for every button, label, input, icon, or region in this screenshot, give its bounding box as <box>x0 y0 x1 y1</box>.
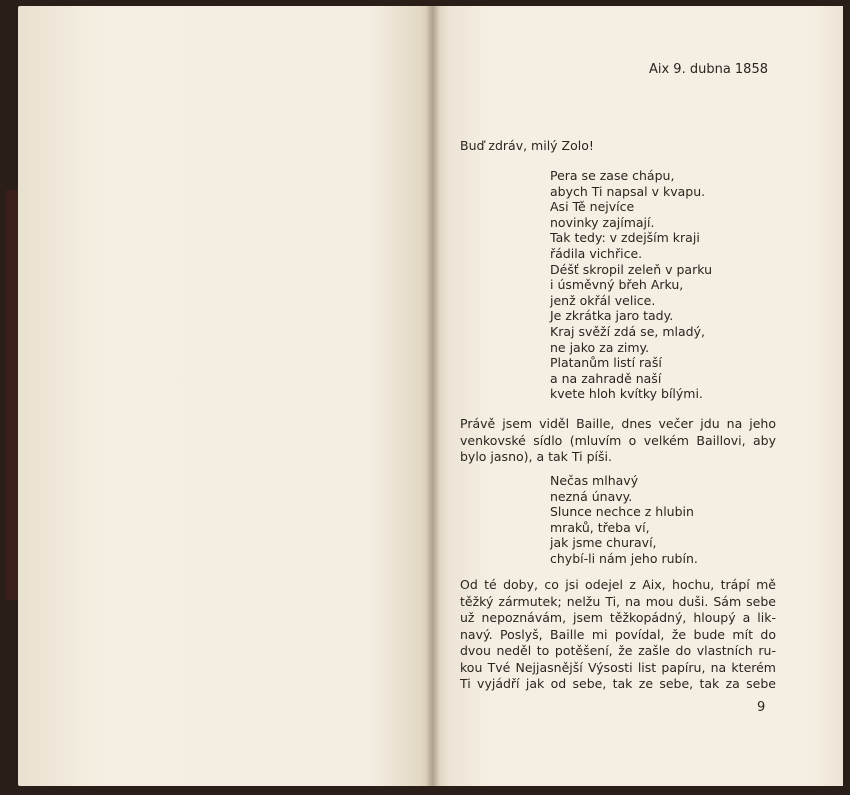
verse-stanza-1 <box>550 168 712 402</box>
paragraph-line: Právě jsem viděl Baille, dnes večer jdu na jeho <box>460 416 776 431</box>
verse-line: Platanům listí raší <box>550 355 662 371</box>
paragraph-line: navý. Poslyš, Baille mi povídal, že bude mít do <box>460 626 776 642</box>
paragraph-line: už nepoznávám, jsem těžkopádný, hloupý a lik- <box>460 610 776 625</box>
paragraph-line: Od té doby, co jsi odejel z Aix, hochu, trápí mě <box>460 577 776 592</box>
paragraph-2 <box>460 577 776 693</box>
left-page <box>18 6 433 786</box>
verse-line: Déšť skropil zeleň v parku <box>550 261 713 277</box>
verse-stanza-2 <box>550 473 698 567</box>
book-spine <box>426 6 440 786</box>
verse-line: Kraj svěží zdá se, mladý, <box>550 323 705 339</box>
paragraph-line: dvou neděl to potěšení, že zašle do vlastních ru- <box>460 643 776 658</box>
paragraph-line: bylo jasno), a tak Ti píši. <box>460 449 612 464</box>
paragraph-line: venkovské sídlo (mluvím o velkém Baillovi, aby <box>460 432 776 448</box>
paragraph-1 <box>460 416 776 466</box>
verse-line: kvete hloh kvítky bílými. <box>550 386 703 402</box>
verse-line: Pera se zase chápu, <box>550 168 675 183</box>
paragraph-line: Ti vyjádří jak od sebe, tak ze sebe, tak za sebe <box>460 676 776 691</box>
verse-line: Nečas mlhavý <box>550 473 639 488</box>
verse-line: jenž okřál velice. <box>550 292 656 308</box>
paragraph-line: těžký zármutek; nelžu Ti, na mou duši. Sám sebe <box>460 593 776 609</box>
verse-line: i úsměvný břeh Arku, <box>550 277 684 293</box>
verse-line: chybí-li nám jeho rubín. <box>550 550 698 566</box>
verse-line: Asi Tě nejvíce <box>550 199 635 215</box>
verse-line: jak jsme churaví, <box>550 535 657 551</box>
verse-line: Slunce nechce z hlubin <box>550 504 694 520</box>
paragraph-line: kou Tvé Nejjasnější Výsosti list papíru, na kterém <box>460 659 776 675</box>
letter-greeting: Buď zdráv, milý Zolo! <box>460 138 594 153</box>
letter-date: Aix 9. dubna 1858 <box>648 62 768 77</box>
page-number: 9 <box>757 700 766 715</box>
verse-line: Je zkrátka jaro tady. <box>550 308 674 324</box>
cover-edge <box>6 190 18 600</box>
verse-line: Tak tedy: v zdejším kraji <box>550 230 700 246</box>
verse-line: abych Ti napsal v kvapu. <box>550 183 706 199</box>
verse-line: ne jako za zimy. <box>550 339 650 355</box>
verse-line: a na zahradě naší <box>550 370 662 386</box>
verse-line: nezná únavy. <box>550 488 633 504</box>
verse-line: řádila vichřice. <box>550 245 643 261</box>
verse-line: mraků, třeba ví, <box>550 519 650 535</box>
verse-line: novinky zajímají. <box>550 214 655 230</box>
